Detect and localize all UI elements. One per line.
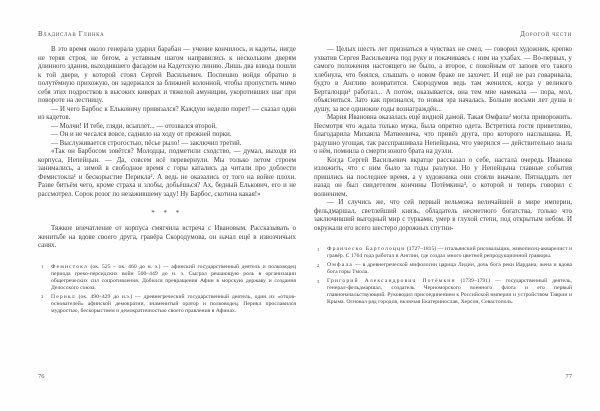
footnote-term: Григорий Александрович Потёмкин [327,278,456,284]
paragraph: — Целых шесть лет признаться в чувствах не смел, — говорил художник, крепко ухватив Сергея Васильевича под руку и покачиваясь с ним на ухабах. — Во-первых, у самого положения настоящего не было, а второе, с покойным от запоев его такого хлебнула, что боялся, слышать о новом браке не захочет. И ещё не раз говаривала, будто в Англию возвратится. Скородумов ведь там женился, когда у великого Берталоцци¹ работал... А потом, оказывается, она тем мне намекала — пора, мол, объясниться. Зато как признался, то новая эра началась. Больше восьми лет душа в душу, за все одинокие годы вознаграждён... [314,46,572,113]
footnote [314,278,572,306]
right-page-footnotes [314,246,572,308]
right-page [314,31,572,411]
footnote-text: (ок. 525 – ок. 460 до н. э.) — афинский государственный деятель и полководец периода греко-персидских войн 500–449 до н. э. Сыграл решающую роль в организации общегреческих сил сопротивления. Добился превращения Афин в морскую державу и создания Делосского союза. [51,263,296,291]
footnote-marker: 2 [41,294,44,299]
footnote-marker: 1 [317,246,320,252]
right-page-body [314,46,572,233]
footnote [38,294,296,315]
footnote-term: Фемистокл [51,263,88,270]
footnote-term: Перикл [51,293,76,300]
paragraph: — Молчи! И тебе, гляди, всыплет... — отозвался второй. [51,122,217,130]
paragraph: — Выслуживается строгостью, пёсье рыло! — заключил третий. [51,139,242,147]
page-number: 76 [38,373,45,380]
running-head-author: Владислав Глинка [38,31,105,38]
left-page [38,31,296,411]
footnote [314,246,572,260]
footnote-marker: 3 [317,278,320,284]
footnote-text: — в древнегреческой мифологии царица Лидии, дочь бога реки Иардана, жена и вдова бога горы Тмола. [327,262,572,275]
page-number: 77 [565,373,572,380]
paragraph: — И чего Барбос к Ельковичу привязался? Каждую неделю порет! — сказал один из кадетов. [38,105,296,121]
footnote [314,262,572,276]
paragraph: — И случись же, что сей первый вельможа величайшей в мире империи, фельдмаршал, светлейший князь, обладатель несметного богатства, только что заключивший выгодный мир с турками, умер в глухой степи, под открытым небом. И окружали его всего шестеро дорожных спутни- [314,199,572,232]
left-page-footnotes [38,264,296,317]
footnote-text: (ок. 490–429 до н.э.) — древнегреческий государственный деятель, один из «отцов-основателей» афинской демократии, знаменитый оратор и полководец. Перикл прославился мудростью, бескорыстием и демократичностью своего правления в Афинах. [51,293,296,314]
footnote-marker: 1 [41,264,44,269]
footnote-term: Омфала [327,262,353,268]
left-page-body [38,46,296,251]
footnote [38,264,296,292]
section-separator: * * * [151,209,183,217]
paragraph: Мария Ивановна оказалась ещё видной дамой. Такая Омфала² могла приворожить. Несмотря что ждала только мужа, была опрятно одета. Встретила гостя приветливо, благодарила Михаила Матвеевича, что привёз друга, про которого наслышана. И, радушно угощая, так расспрашивала Непейцына, что уверился — действительно знала о нём, помнила о смерти юного брата на дуэли. [314,114,572,155]
paragraph: В это время около генерала ударил барабан — учение кончилось, и кадеты, нигде не теряя строя, не бегом, а уставным шагом направились к нескольким дверям длинного здания, выходившего фасадом на Кадетскую линию. Лишь два взвода пошли к той двери, у которой стоял Сергей Васильевич. Поспешно войдя обратно в полутёмную прихожую, он задержался за ближней колонной, чтобы пропустить мимо себя этих подростков в высоких киверах и тяжелой амуниции, укоротивших шаг при повороте на лестницу. [38,46,296,104]
paragraph: «Так он Барбосом зовётся? Молодцы, подметили сходство, — думал, выходя из корпуса, Непейцын. — Да, совсем всё перевернули. Мы только летом строем занимались, а зимой в свободное время с горы катались да читали про доблести Фемистокла¹ и бескорыстие Перикла². А ведь не оказались от того на войне плохи. Разве битьём чего, кроме страха и злобы, добьёшься? Ах, бедный Елькович, его и не рассмотрел. Сорок розог по незажившему заду! Ну Барбос, скотина какая!» [38,148,296,198]
paragraph: — Он и не чесался вовсе, саднило на ходу от прежней порки. [51,131,232,138]
footnote-text: (1727–1815) — итальянский рисовальщик, живописец-акварелист и гравёр. С 1764 года работал в Англии, где создал много цветной репродукционной гравюры. [327,246,573,259]
footnote-text: (1739–1791) — государственный деятель, генерал-фельдмаршал, создатель Черноморского военного флота и его первый главноначальствующий. Руководил присоединением к Российской империи и устройством Таврии и Крыма. Основал ряд городов, включая Екатеринослав, Херсон, Севастополь. [327,278,572,305]
footnote-marker: 2 [317,262,320,268]
running-head-title: Дорогой чести [520,31,572,38]
footnote-term: Франческо Бартолоцци [327,246,406,252]
paragraph: Тяжкое впечатление от корпуса смягчила встреча с Ивановым. Рассказывать о женитьбе на вдове своего друга, гравёра Скородумова, он начал ещё в извозчичьих санях. [38,225,296,249]
paragraph: Когда Сергей Васильевич вкратце рассказал о себе, настала очередь Иванова изложить, что с ним было за годы разлуки. Но у Непейцына главные события пришлись на последнее время, а у художника они стояли вначале. Пятнадцать лет назад он был свидетелем кончины Потёмкина³, о которой и теперь говорил с волнением. [314,156,572,198]
